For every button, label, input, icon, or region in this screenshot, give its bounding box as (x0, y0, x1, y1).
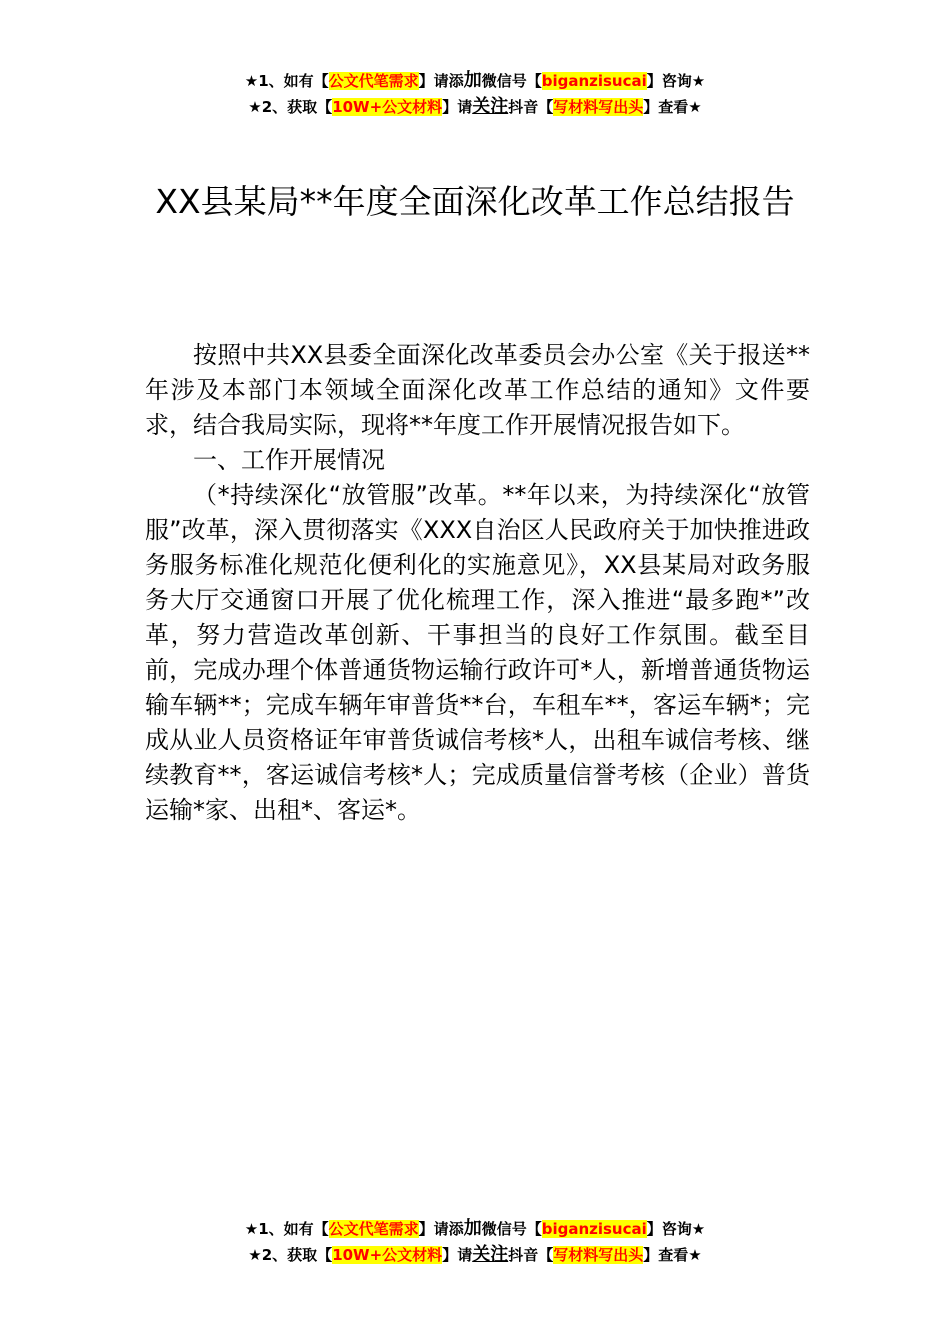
highlight-materials: 10W+公文材料 (332, 98, 443, 116)
banner-text: 抖音【 (508, 1246, 554, 1264)
banner-text: 】请 (442, 98, 473, 116)
banner-text: 】咨询★ (646, 1220, 706, 1238)
banner-text: 微信号【 (481, 72, 542, 90)
banner-text: 抖音【 (508, 98, 554, 116)
highlight-materials: 10W+公文材料 (332, 1246, 443, 1264)
banner-text: 】查看★ (643, 98, 702, 116)
section-heading: 一、工作开展情况 (193, 446, 385, 474)
banner-emphasis: 加 (463, 1218, 482, 1239)
highlight-douyin: 写材料写出头 (553, 98, 644, 116)
banner-line-1 (0, 1216, 950, 1242)
highlight-service: 公文代笔需求 (328, 72, 419, 90)
banner-text: 】请添 (418, 1220, 464, 1238)
banner-text: 微信号【 (481, 1220, 542, 1238)
footer-banner (0, 1216, 950, 1268)
body-paragraph: （*持续深化“放管服”改革。**年以来，为持续深化“放管服”改革，深入贯彻落实《XXX自治区人民政府关于加快推进政务服务标准化规范化便利化的实施意见》，XX县某局对政务服务大厅交通窗口开展了优化梳理工作，深入推进“最多跑*”改革，努力营造改革创新、干事担当的良好工作氛围。截至目前，完成办理个体普通货物运输行政许可*人，新增普通货物运输车辆**；完成车辆年审普货**台，车租车**，客运车辆*；完成从业人员资格证年审普货诚信考核*人，出租车诚信考核、继续教育**，客运诚信考核*人；完成质量信誉考核（企业）普货运输*家、出租*、客运*。 (145, 481, 810, 824)
header-banner (0, 68, 950, 120)
banner-emphasis: 加 (463, 70, 482, 91)
highlight-wechat-id: biganzisucai (541, 72, 647, 90)
banner-text: ★1、如有【 (244, 1220, 329, 1238)
banner-emphasis: 关注 (472, 96, 509, 117)
highlight-douyin: 写材料写出头 (553, 1246, 644, 1264)
document-body (145, 338, 810, 828)
banner-line-2 (0, 94, 950, 120)
highlight-wechat-id: biganzisucai (541, 1220, 647, 1238)
banner-text: 】请 (442, 1246, 473, 1264)
banner-emphasis: 关注 (472, 1244, 509, 1265)
document-title: XX县某局**年度全面深化改革工作总结报告 (155, 182, 795, 221)
banner-text: 】查看★ (643, 1246, 702, 1264)
banner-text: ★2、获取【 (248, 98, 333, 116)
intro-paragraph: 按照中共XX县委全面深化改革委员会办公室《关于报送**年涉及本部门本领域全面深化改革工作总结的通知》文件要求，结合我局实际，现将**年度工作开展情况报告如下。 (145, 341, 810, 439)
banner-text: ★2、获取【 (248, 1246, 333, 1264)
banner-line-1 (0, 68, 950, 94)
banner-text: ★1、如有【 (244, 72, 329, 90)
banner-text: 】请添 (418, 72, 464, 90)
banner-text: 】咨询★ (646, 72, 706, 90)
banner-line-2 (0, 1242, 950, 1268)
highlight-service: 公文代笔需求 (328, 1220, 419, 1238)
